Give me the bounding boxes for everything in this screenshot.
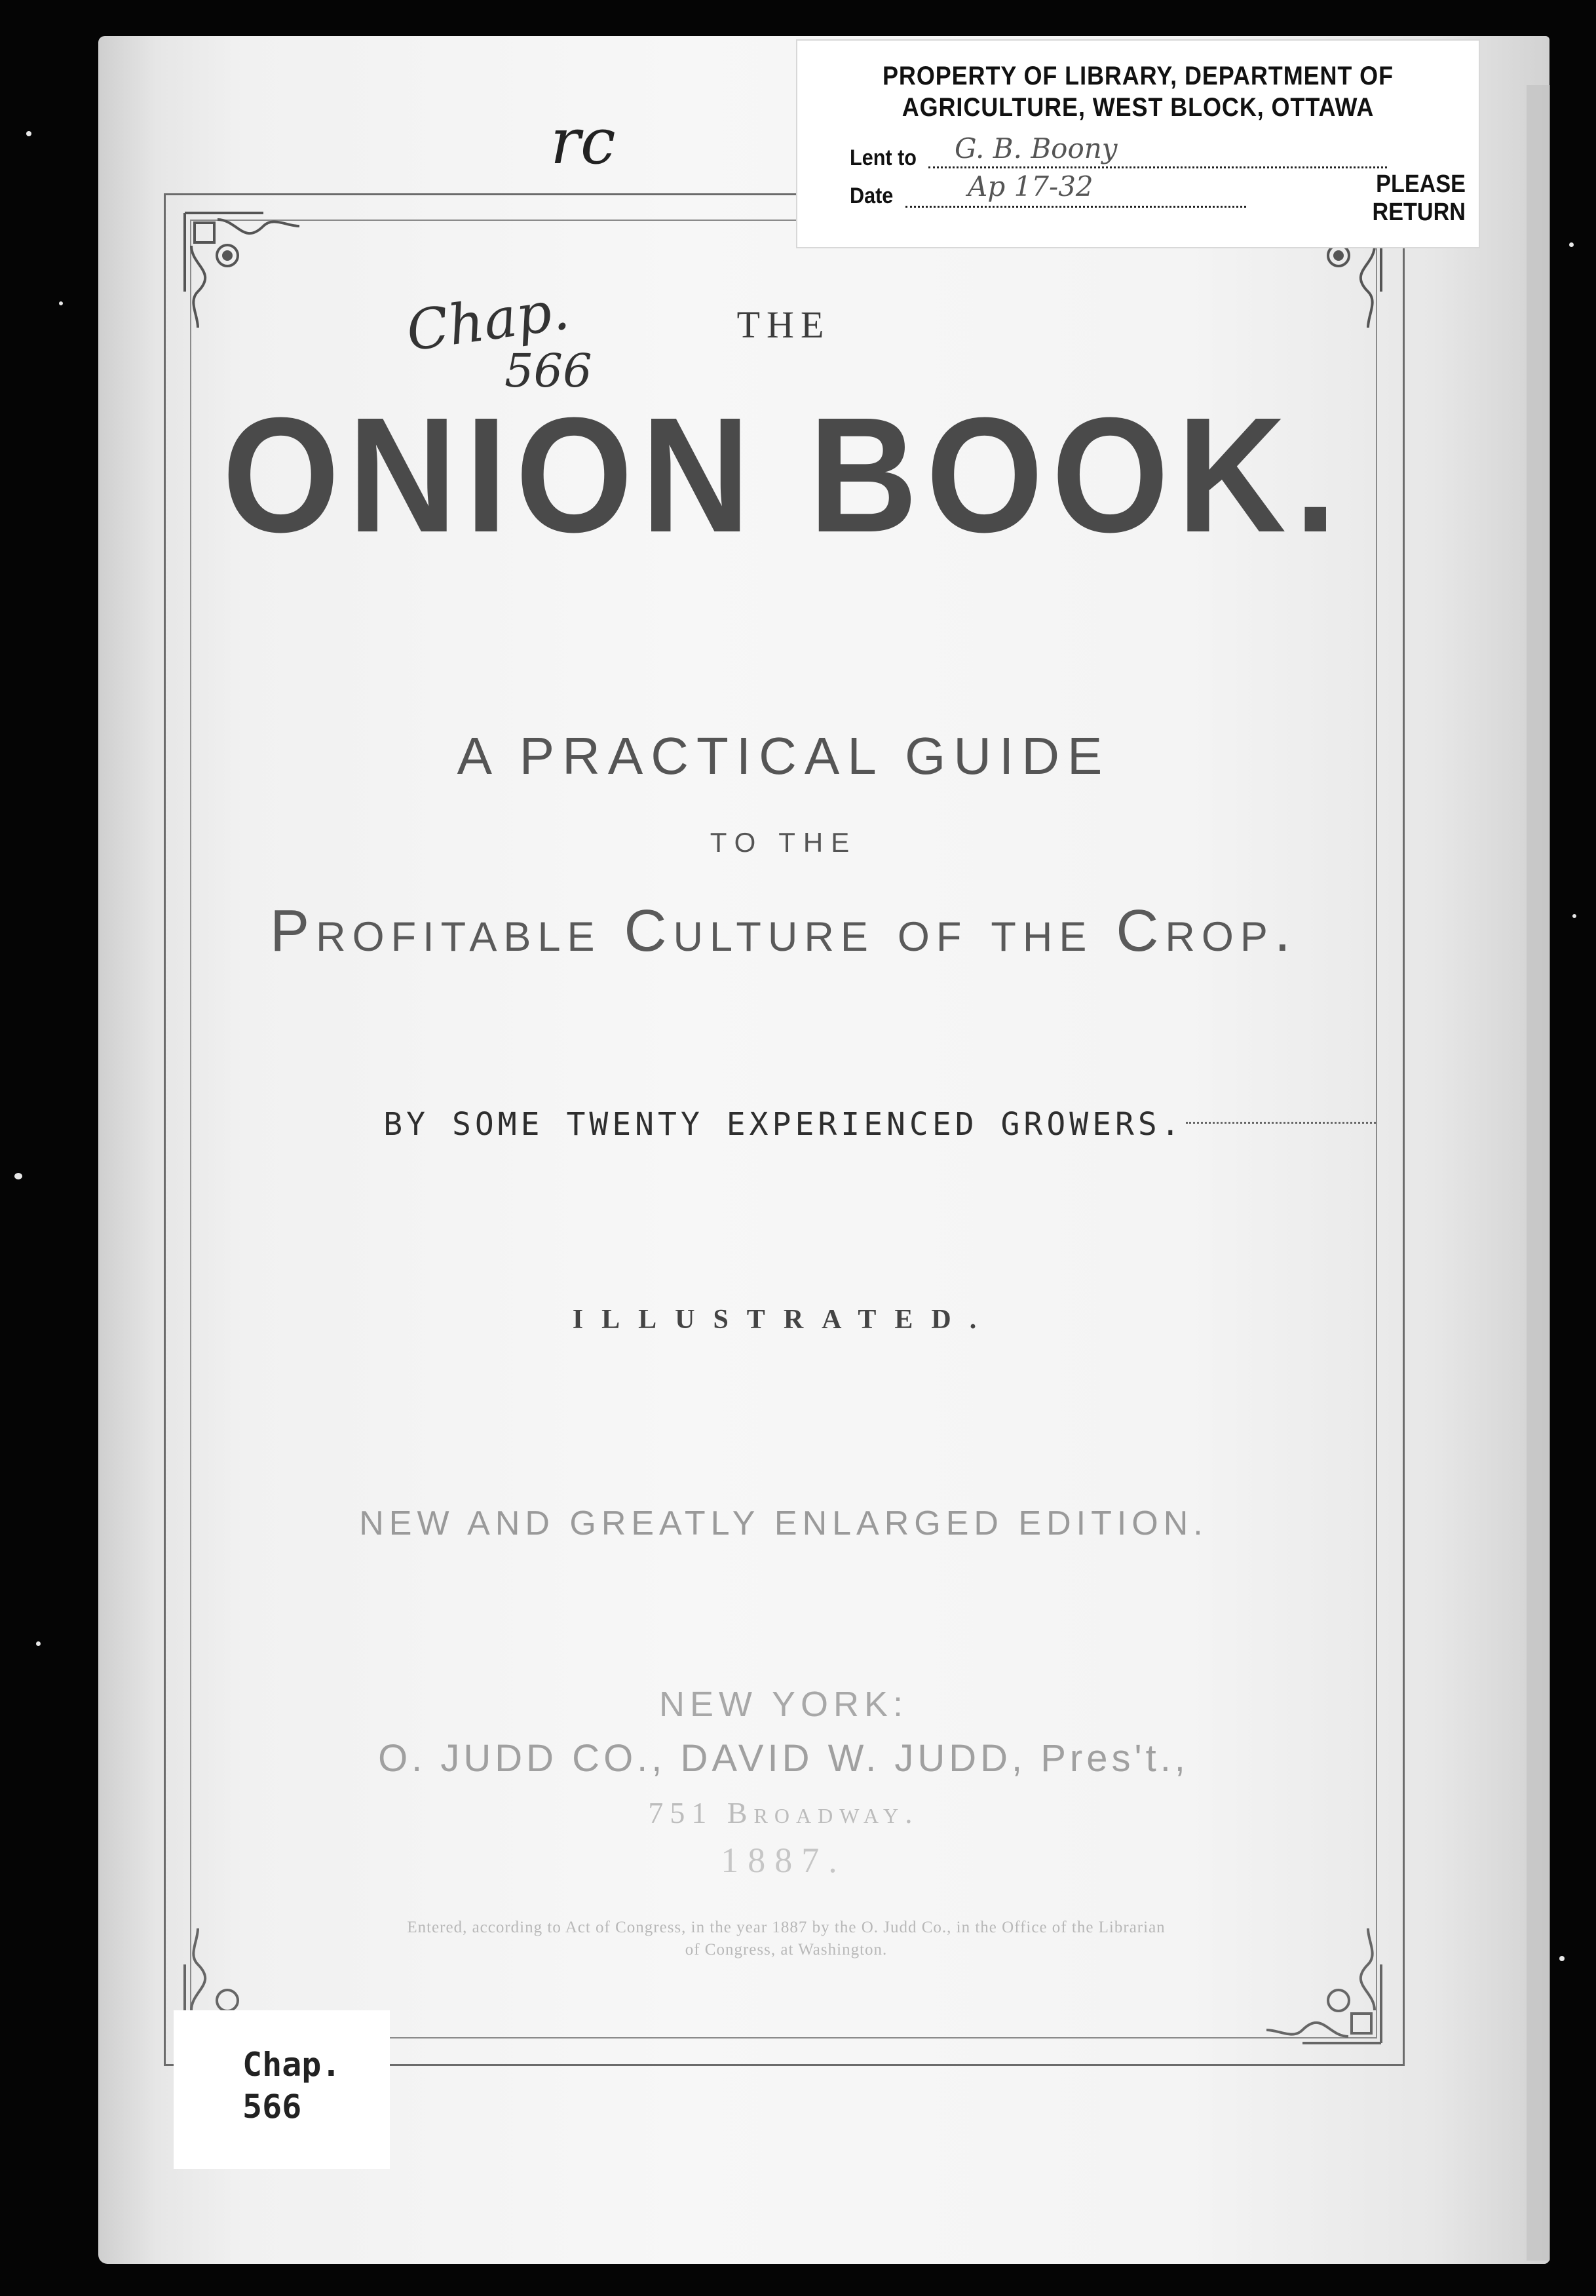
title-article: THE bbox=[736, 303, 831, 346]
subtitle-profitable-culture: Profitable Culture of the Crop. bbox=[270, 898, 1297, 964]
lent-to-label: Lent to bbox=[850, 145, 917, 170]
date-value: Ap 17-32 bbox=[968, 170, 1093, 202]
stamp-title-line: AGRICULTURE, WEST BLOCK, OTTAWA bbox=[902, 93, 1375, 122]
stamp-title bbox=[831, 60, 1445, 123]
shelf-label-line: 566 bbox=[242, 2088, 302, 2126]
publisher-name: O. JUDD CO., DAVID W. JUDD, Pres't., bbox=[378, 1737, 1189, 1780]
subtitle-practical-guide: A PRACTICAL GUIDE bbox=[457, 727, 1111, 785]
copyright-notice bbox=[249, 1917, 1323, 1961]
date-line bbox=[905, 206, 1246, 208]
stamp-title-line: PROPERTY OF LIBRARY, DEPARTMENT OF bbox=[883, 62, 1394, 90]
lent-to-value: G. B. Boony bbox=[955, 132, 1118, 164]
scan-speck bbox=[36, 1641, 41, 1646]
page-edge-shadow bbox=[1527, 85, 1550, 2261]
library-loan-stamp bbox=[796, 39, 1480, 248]
subtitle-to-the: TO THE bbox=[710, 827, 858, 858]
publisher-city: NEW YORK: bbox=[658, 1685, 909, 1724]
handwritten-mark: rc bbox=[550, 105, 616, 178]
copyright-line: of Congress, at Washington. bbox=[685, 1941, 888, 1959]
scan-speck bbox=[26, 131, 31, 136]
scan-speck bbox=[14, 1173, 22, 1179]
publication-year: 1887. bbox=[721, 1841, 846, 1880]
please-return-label: PLEASE RETURN bbox=[1372, 170, 1466, 226]
scan-speck bbox=[1559, 1956, 1565, 1961]
scan-speck bbox=[59, 301, 63, 305]
date-label: Date bbox=[850, 183, 894, 208]
illustrated-note: ILLUSTRATED. bbox=[572, 1305, 995, 1335]
scan-speck bbox=[1572, 914, 1576, 918]
handwritten-chapter: Chap. bbox=[402, 277, 573, 364]
book-title: ONION BOOK. bbox=[222, 383, 1345, 566]
authors-line: BY SOME TWENTY EXPERIENCED GROWERS. bbox=[383, 1106, 1184, 1143]
lent-to-line bbox=[928, 166, 1387, 168]
handwritten-chapter-number: 566 bbox=[504, 344, 592, 398]
dotted-leader bbox=[1186, 1122, 1376, 1124]
publisher-address: 751 Broadway. bbox=[648, 1796, 919, 1829]
copyright-line: Entered, according to Act of Congress, in the year 1887 by the O. Judd Co., in the Office of the Librarian bbox=[407, 1919, 1166, 1936]
shelf-label-line: Chap. bbox=[242, 2046, 341, 2084]
edition-line: NEW AND GREATLY ENLARGED EDITION. bbox=[359, 1504, 1208, 1542]
shelf-label bbox=[174, 2010, 390, 2169]
scan-speck bbox=[1569, 242, 1574, 247]
